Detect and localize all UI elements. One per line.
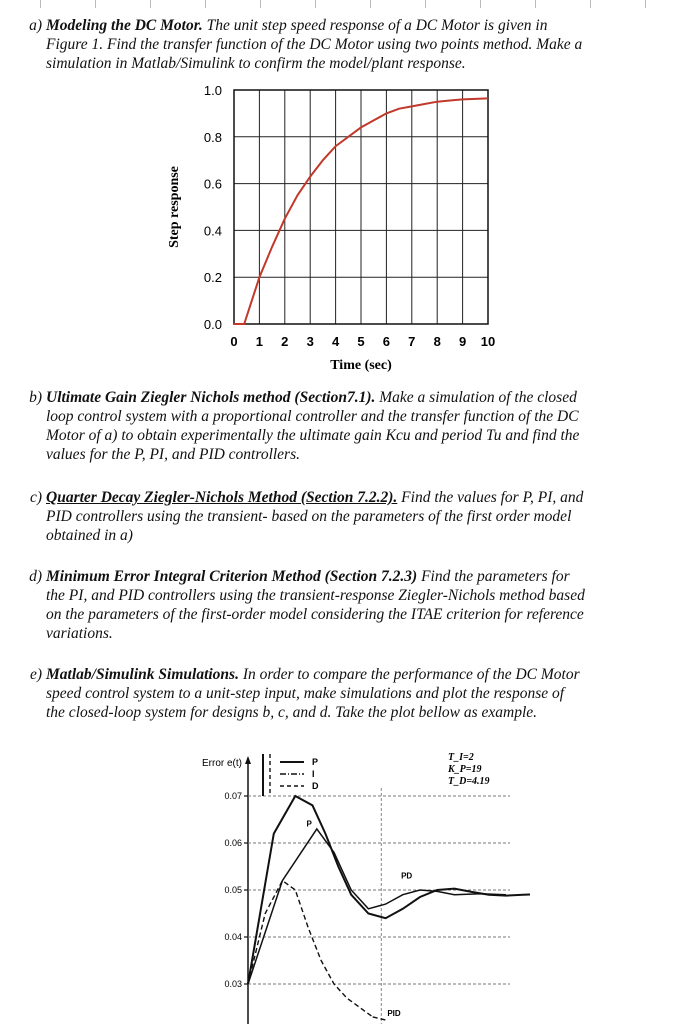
item-a-line-2: simulation in Matlab/Simulink to confirm the model/plant response. [46, 55, 466, 72]
y-tick-label: 1.0 [203, 83, 222, 98]
y-tick-label: 0.6 [203, 176, 222, 192]
item-d-line-1: the PI, and PID controllers using the transient-response Ziegler-Nichols method based [46, 587, 585, 604]
y-axis-label: Error e(t) [202, 758, 242, 769]
y-tick-label: 0.06 [224, 838, 242, 848]
x-tick-label: 8 [433, 334, 441, 349]
curve-PID-tail [373, 1017, 386, 1020]
x-tick-label: 6 [382, 334, 391, 349]
item-c-line-2: obtained in a) [46, 527, 133, 544]
x-tick-label: 0 [230, 334, 238, 349]
item-e-title: Matlab/Simulink Simulations. [46, 666, 239, 683]
y-tick-label: 0.2 [203, 270, 222, 286]
y-tick-label: 0.8 [203, 129, 222, 145]
item-d-line-3: variations. [46, 625, 113, 642]
curve-label-P: P [306, 819, 312, 829]
item-e-line-0: In order to compare the performance of the DC Motor [238, 666, 580, 683]
x-tick-label: 10 [480, 334, 496, 349]
curve-PID [248, 881, 373, 1017]
y-tick-label: 0.05 [224, 885, 242, 895]
y-tick-label: 0.4 [203, 223, 222, 239]
x-tick-label: 1 [255, 334, 264, 349]
legend-label-I: I [312, 769, 315, 779]
x-tick-label: 5 [357, 334, 365, 349]
item-b-line-2: Motor of a) to obtain experimentally the ultimate gain Kcu and period Tu and find the [46, 427, 580, 444]
y-axis-arrow [245, 756, 251, 764]
item-c-marker: c) [29, 489, 42, 506]
item-c-title: Quarter Decay Ziegler-Nichols Method (Section 7.2.2). [46, 489, 398, 506]
item-b-line-3: values for the P, PI, and PID controllers. [46, 446, 300, 463]
y-tick-label: 0.04 [224, 932, 242, 942]
param-text: T_D=4.19 [448, 776, 490, 787]
item-b-title: Ultimate Gain Ziegler Nichols method (Section7.1). [46, 389, 376, 406]
y-tick-label: 0.03 [224, 979, 242, 989]
x-tick-label: 2 [281, 334, 289, 349]
item-d-marker: d) [29, 568, 42, 585]
item-e-marker: e) [29, 666, 42, 683]
item-c-line-1: PID controllers using the transient- based on the parameters of the first order model [46, 508, 572, 525]
curve-label-PD: PD [401, 871, 413, 881]
x-tick-label: 3 [306, 334, 314, 349]
item-c-line-0: Find the values for P, PI, and [397, 489, 584, 506]
y-tick-label: 0.0 [203, 317, 222, 332]
x-tick-label: 9 [458, 334, 467, 349]
item-a-line-0: The unit step speed response of a DC Motor is given in [202, 17, 548, 34]
legend-label-P: P [312, 757, 319, 767]
param-text: T_I=2 [448, 752, 474, 763]
x-tick-label: 7 [408, 334, 416, 349]
step-response-chart [150, 78, 530, 378]
item-b-line-1: loop control system with a proportional controller and the transfer function of the DC [46, 408, 579, 425]
legend-label-D: D [312, 781, 319, 791]
item-b-line-0: Make a simulation of the closed [375, 389, 577, 406]
item-b-marker: b) [29, 389, 42, 406]
y-axis-label: Step response [167, 166, 182, 248]
error-response-chart [160, 748, 530, 1024]
item-e-line-2: the closed-loop system for designs b, c, and d. Take the plot bellow as example. [46, 704, 538, 721]
item-e-line-1: speed control system to a unit-step input, make simulations and plot the response of [46, 685, 565, 702]
item-a-line-1: Figure 1. Find the transfer function of the DC Motor using two points method. Make a [46, 36, 583, 53]
top-ruler [0, 0, 678, 8]
y-tick-label: 0.07 [224, 791, 242, 801]
item-d-line-2: on the parameters of the first-order model considering the ITAE criterion for reference [46, 606, 584, 623]
x-tick-label: 4 [331, 334, 340, 349]
item-d-title: Minimum Error Integral Criterion Method (Section 7.2.3) [46, 568, 418, 585]
item-a-marker: a) [29, 17, 42, 34]
param-text: K_P=19 [448, 764, 482, 775]
item-d-line-0: Find the parameters for [417, 568, 570, 585]
item-a-title: Modeling the DC Motor. [46, 17, 203, 34]
curve-label-PID: PID [387, 1009, 401, 1018]
curve-PD [248, 829, 506, 984]
x-axis-label: Time (sec) [330, 358, 392, 373]
